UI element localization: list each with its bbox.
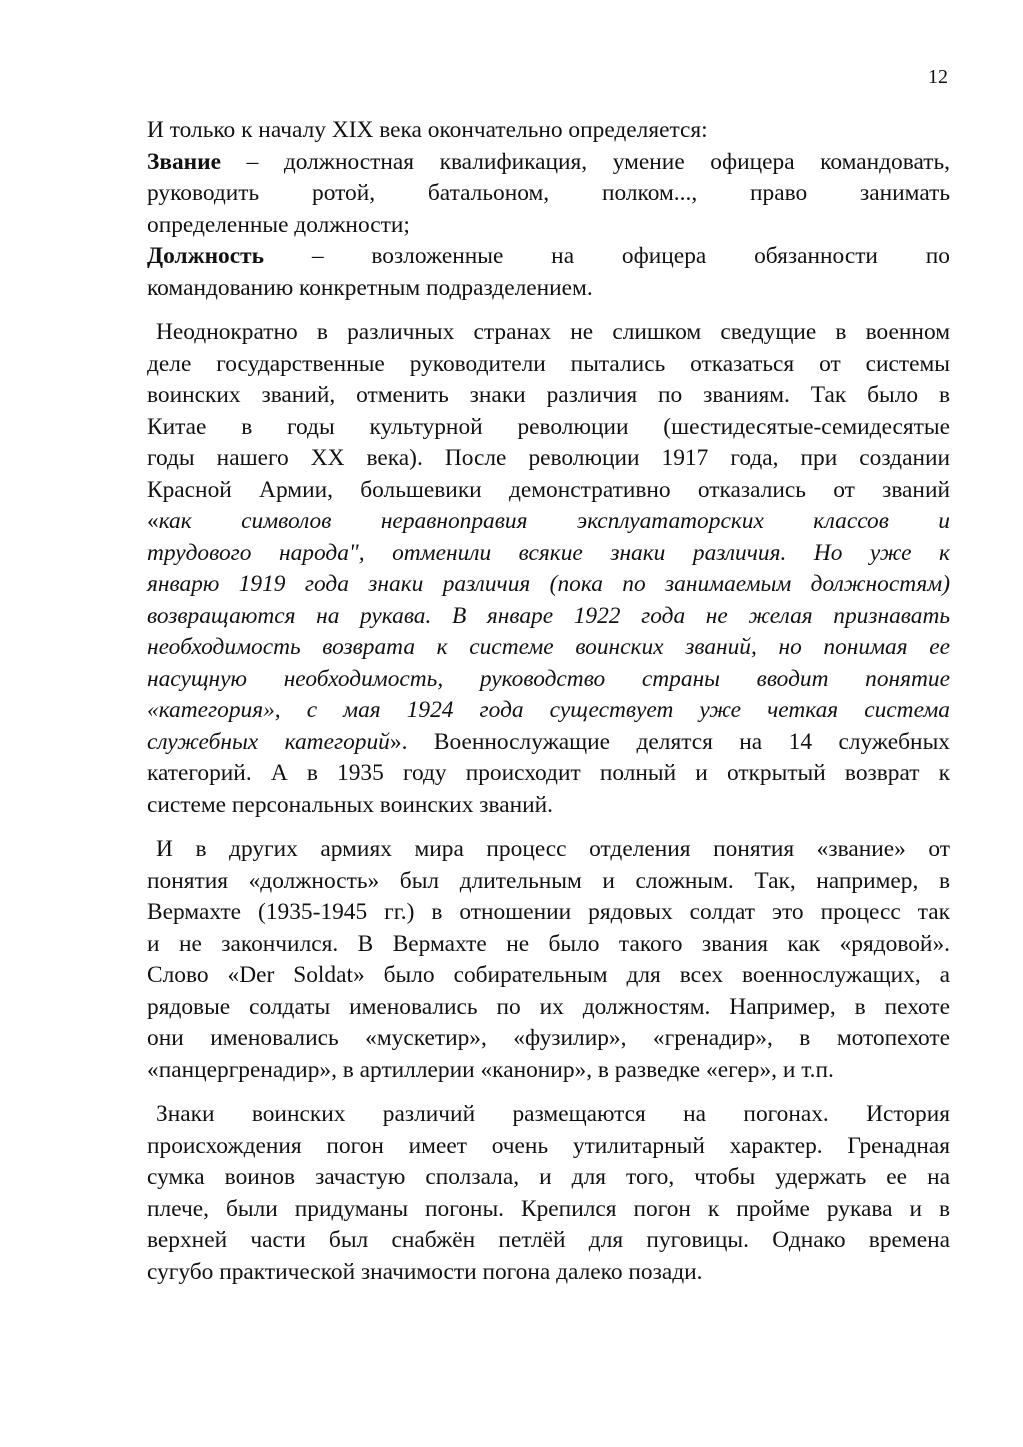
paragraph-other-armies [147, 834, 950, 1086]
paragraph-line: Слово «Der Soldat» было собирательным для всех военнослужащих, а [147, 962, 950, 988]
paragraph-line: системе персональных воинских званий. [147, 791, 553, 818]
body-text [147, 115, 950, 1288]
paragraph-line: категорий. А в 1935 году происходит полный и открытый возврат к [147, 760, 950, 786]
italic-quote-line: необходимость возврата к системе воинских званий, но понимая ее [147, 634, 950, 660]
paragraph-line: происхождения погон имеет очень утилитарный характер. Гренадная [147, 1132, 950, 1159]
paragraph-history [147, 317, 950, 821]
position-definition-line-1 [147, 241, 950, 273]
italic-quote-line: возвращаются на рукава. В январе 1922 года не желая признавать [147, 602, 950, 629]
paragraph-line: Вермахте (1935-1945 гг.) в отношении рядовых солдат это процесс так [147, 899, 950, 925]
position-definition-line-2: командованию конкретным подразделением. [147, 274, 593, 301]
paragraph-line: понятия «должность» был длительным и сложным. Так, например, в [147, 867, 950, 894]
quote-mark: « [147, 508, 159, 534]
paragraph-line [147, 727, 950, 759]
italic-quote-text: как символов неравноправия эксплуататорских классов и [158, 508, 950, 534]
paragraph-line: сугубо практической значимости погона далеко позади. [147, 1258, 703, 1285]
paragraph-line: Неоднократно в различных странах не слишком сведущие в военном [156, 319, 950, 345]
paragraph-line: «панцергренадир», в артиллерии «канонир», в разведке «егер», и т.п. [147, 1056, 834, 1083]
italic-quote-line: насущную необходимость, руководство страны вводит понятие [147, 665, 950, 692]
paragraph-line: сумка воинов зачастую сползала, и для того, чтобы удержать ее на [147, 1164, 950, 1190]
page-number: 12 [928, 66, 948, 88]
paragraph-line: Знаки воинских различий размещаются на погонах. История [156, 1101, 950, 1127]
paragraph-line: и не закончился. В Вермахте не было такого звания как «рядовой». [147, 930, 950, 957]
rank-definition-line-3: определенные должности; [147, 211, 410, 238]
italic-quote-line: трудового народа", отменили всякие знаки различия. Но уже к [147, 539, 950, 566]
paragraph-line: Китае в годы культурной революции (шестидесятые-семидесятые [147, 413, 950, 440]
paragraph-line: верхней части был снабжён петлёй для пуговицы. Однако времена [147, 1227, 950, 1253]
paragraph-line: Красной Армии, большевики демонстративно отказались от званий [147, 476, 950, 503]
paragraph-line: рядовые солдаты именовались по их должностям. Например, в пехоте [147, 993, 950, 1020]
paragraph-line: плече, были придуманы погоны. Крепился погон к пройме рукава и в [147, 1195, 950, 1222]
paragraph-shoulder-boards [147, 1099, 950, 1288]
paragraph-line: И в других армиях мира процесс отделения понятия «звание» от [156, 836, 950, 862]
position-definition-text: – возложенные на офицера обязанности по [263, 243, 950, 269]
paragraph-line: они именовались «мускетир», «фузилир», «гренадир», в мотопехоте [147, 1025, 950, 1051]
italic-quote-text: служебных категорий [147, 728, 390, 755]
paragraph-line: деле государственные руководители пытались отказаться от системы [147, 350, 950, 377]
paragraph-line: воинских званий, отменить знаки различия по званиям. Так было в [147, 382, 950, 408]
rank-definition-line-1 [147, 147, 950, 179]
rank-term: Звание [147, 148, 222, 175]
italic-quote-line: «категория», с мая 1924 года существует уже четкая система [147, 697, 950, 723]
definitions-paragraph [147, 115, 950, 304]
paragraph-text: ». Военнослужащие делятся на 14 служебных [389, 728, 950, 755]
rank-definition-text: – должностная квалификация, умение офицера командовать, [221, 148, 950, 175]
italic-quote-line: январю 1919 года знаки различия (пока по занимаемым должностям) [147, 571, 950, 597]
intro-line: И только к началу XIX века окончательно определяется: [147, 117, 708, 143]
rank-definition-line-2: руководить ротой, батальоном, полком..., право занимать [147, 180, 950, 206]
paragraph-line [147, 506, 950, 538]
paragraph-line: годы нашего XX века). После революции 1917 года, при создании [147, 445, 950, 471]
position-term: Должность [147, 243, 264, 269]
